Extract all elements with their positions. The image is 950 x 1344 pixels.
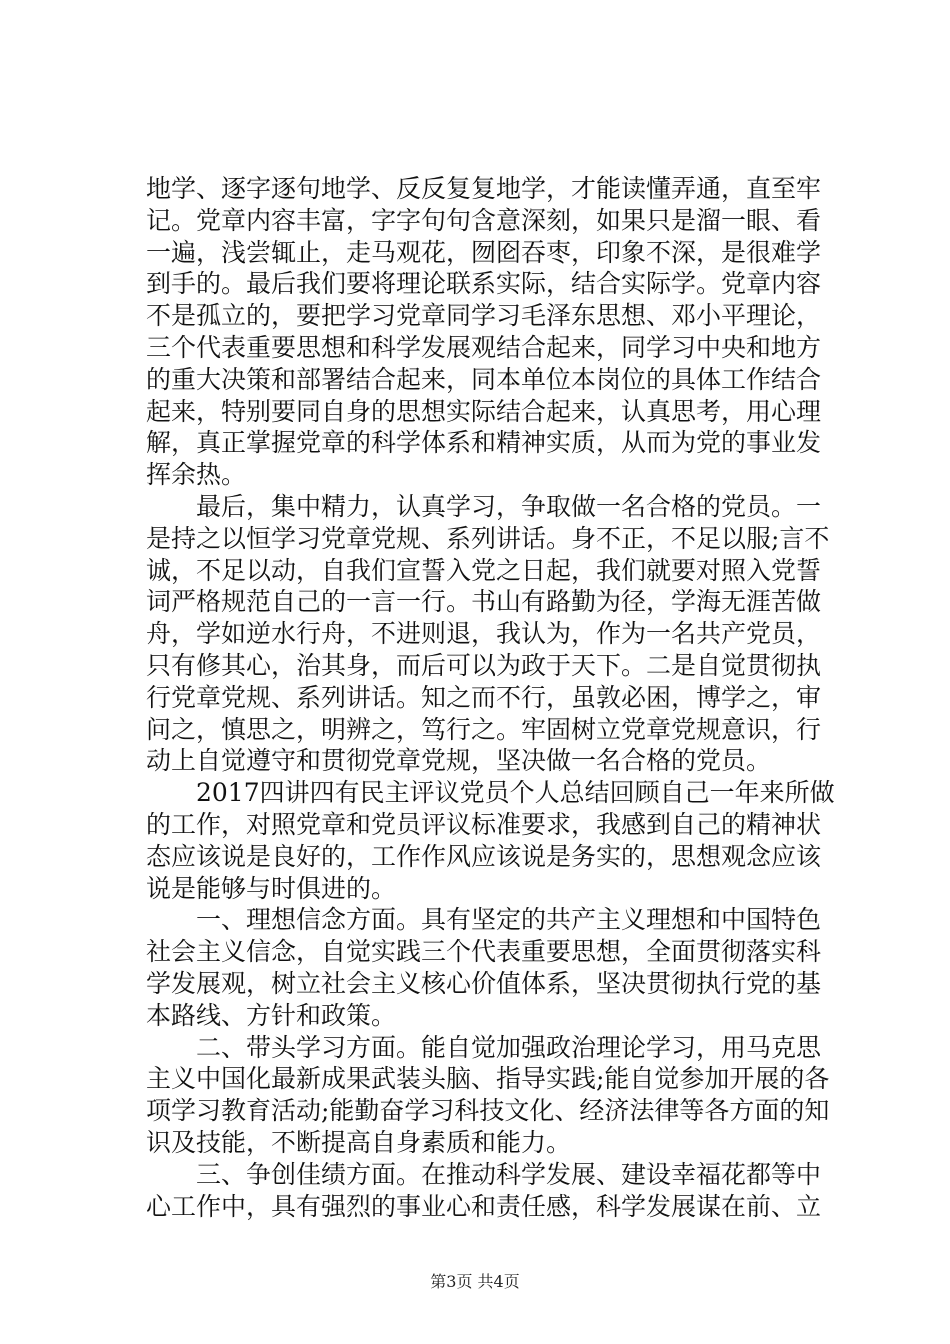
text-line: 的工作，对照党章和党员评议标准要求，我感到自己的精神状: [146, 809, 822, 839]
text-line: 项学习教育活动;能勤奋学习科技文化、经济法律等各方面的知: [146, 1096, 830, 1126]
text-line: 三个代表重要思想和科学发展观结合起来，同学习中央和地方: [146, 332, 822, 362]
text-line: 学发展观，树立社会主义核心价值体系，坚决贯彻执行党的基: [146, 968, 822, 998]
text-line: 三、争创佳绩方面。在推动科学发展、建设幸福花都等中: [146, 1159, 822, 1189]
text-line: 识及技能，不断提高自身素质和能力。: [146, 1127, 572, 1157]
text-line: 一、理想信念方面。具有坚定的共产主义理想和中国特色: [146, 905, 822, 935]
text-line: 一遍，浅尝辄止，走马观花，囫囵吞枣，印象不深，是很难学: [146, 237, 822, 267]
text-line: 态应该说是良好的，工作作风应该说是务实的，思想观念应该: [146, 841, 822, 871]
text-line: 本路线、方针和政策。: [146, 1000, 397, 1030]
text-line: 最后，集中精力，认真学习，争取做一名合格的党员。一: [146, 491, 822, 521]
text-line: 起来，特别要同自身的思想实际结合起来，认真思考，用心理: [146, 396, 822, 426]
text-line: 心工作中，具有强烈的事业心和责任感，科学发展谋在前、立: [146, 1191, 822, 1221]
text-line: 说是能够与时俱进的。: [146, 873, 397, 903]
text-line: 地学、逐字逐句地学、反反复复地学，才能读懂弄通，直至牢: [146, 174, 822, 203]
text-line: 主义中国化最新成果武装头脑、指导实践;能自觉参加开展的各: [146, 1064, 830, 1094]
text-line: 不是孤立的，要把学习党章同学习毛泽东思想、邓小平理论，: [146, 301, 822, 331]
text-line: 2017四讲四有民主评议党员个人总结回顾自己一年来所做: [146, 778, 835, 808]
body-text: [146, 173, 835, 1222]
text-line: 解，真正掌握党章的科学体系和精神实质，从而为党的事业发: [146, 428, 822, 458]
text-line: 问之，慎思之，明辨之，笃行之。牢固树立党章党规意识，行: [146, 714, 822, 744]
text-line: 舟，学如逆水行舟，不进则退，我认为，作为一名共产党员，: [146, 619, 822, 649]
page-number-footer: 第3页 共4页: [430, 1272, 520, 1291]
text-line: 的重大决策和部署结合起来，同本单位本岗位的具体工作结合: [146, 364, 822, 394]
text-line: 是持之以恒学习党章党规、系列讲话。身不正，不足以服;言不: [146, 523, 830, 553]
text-line: 到手的。最后我们要将理论联系实际，结合实际学。党章内容: [146, 269, 822, 299]
text-line: 行党章党规、系列讲话。知之而不行，虽敦必困，博学之，审: [146, 682, 822, 712]
text-line: 记。党章内容丰富，字字句句含意深刻，如果只是溜一眼、看: [146, 205, 822, 235]
text-line: 只有修其心，治其身，而后可以为政于天下。二是自觉贯彻执: [146, 650, 822, 680]
text-line: 诚，不足以动，自我们宣誓入党之日起，我们就要对照入党誓: [146, 555, 822, 585]
text-line: 二、带头学习方面。能自觉加强政治理论学习，用马克思: [146, 1032, 822, 1062]
text-line: 词严格规范自己的一言一行。书山有路勤为径，学海无涯苦做: [146, 587, 822, 617]
text-line: 动上自觉遵守和贯彻党章党规，坚决做一名合格的党员。: [146, 746, 772, 776]
text-line: 挥余热。: [146, 460, 247, 490]
text-line: 社会主义信念，自觉实践三个代表重要思想，全面贯彻落实科: [146, 937, 822, 967]
